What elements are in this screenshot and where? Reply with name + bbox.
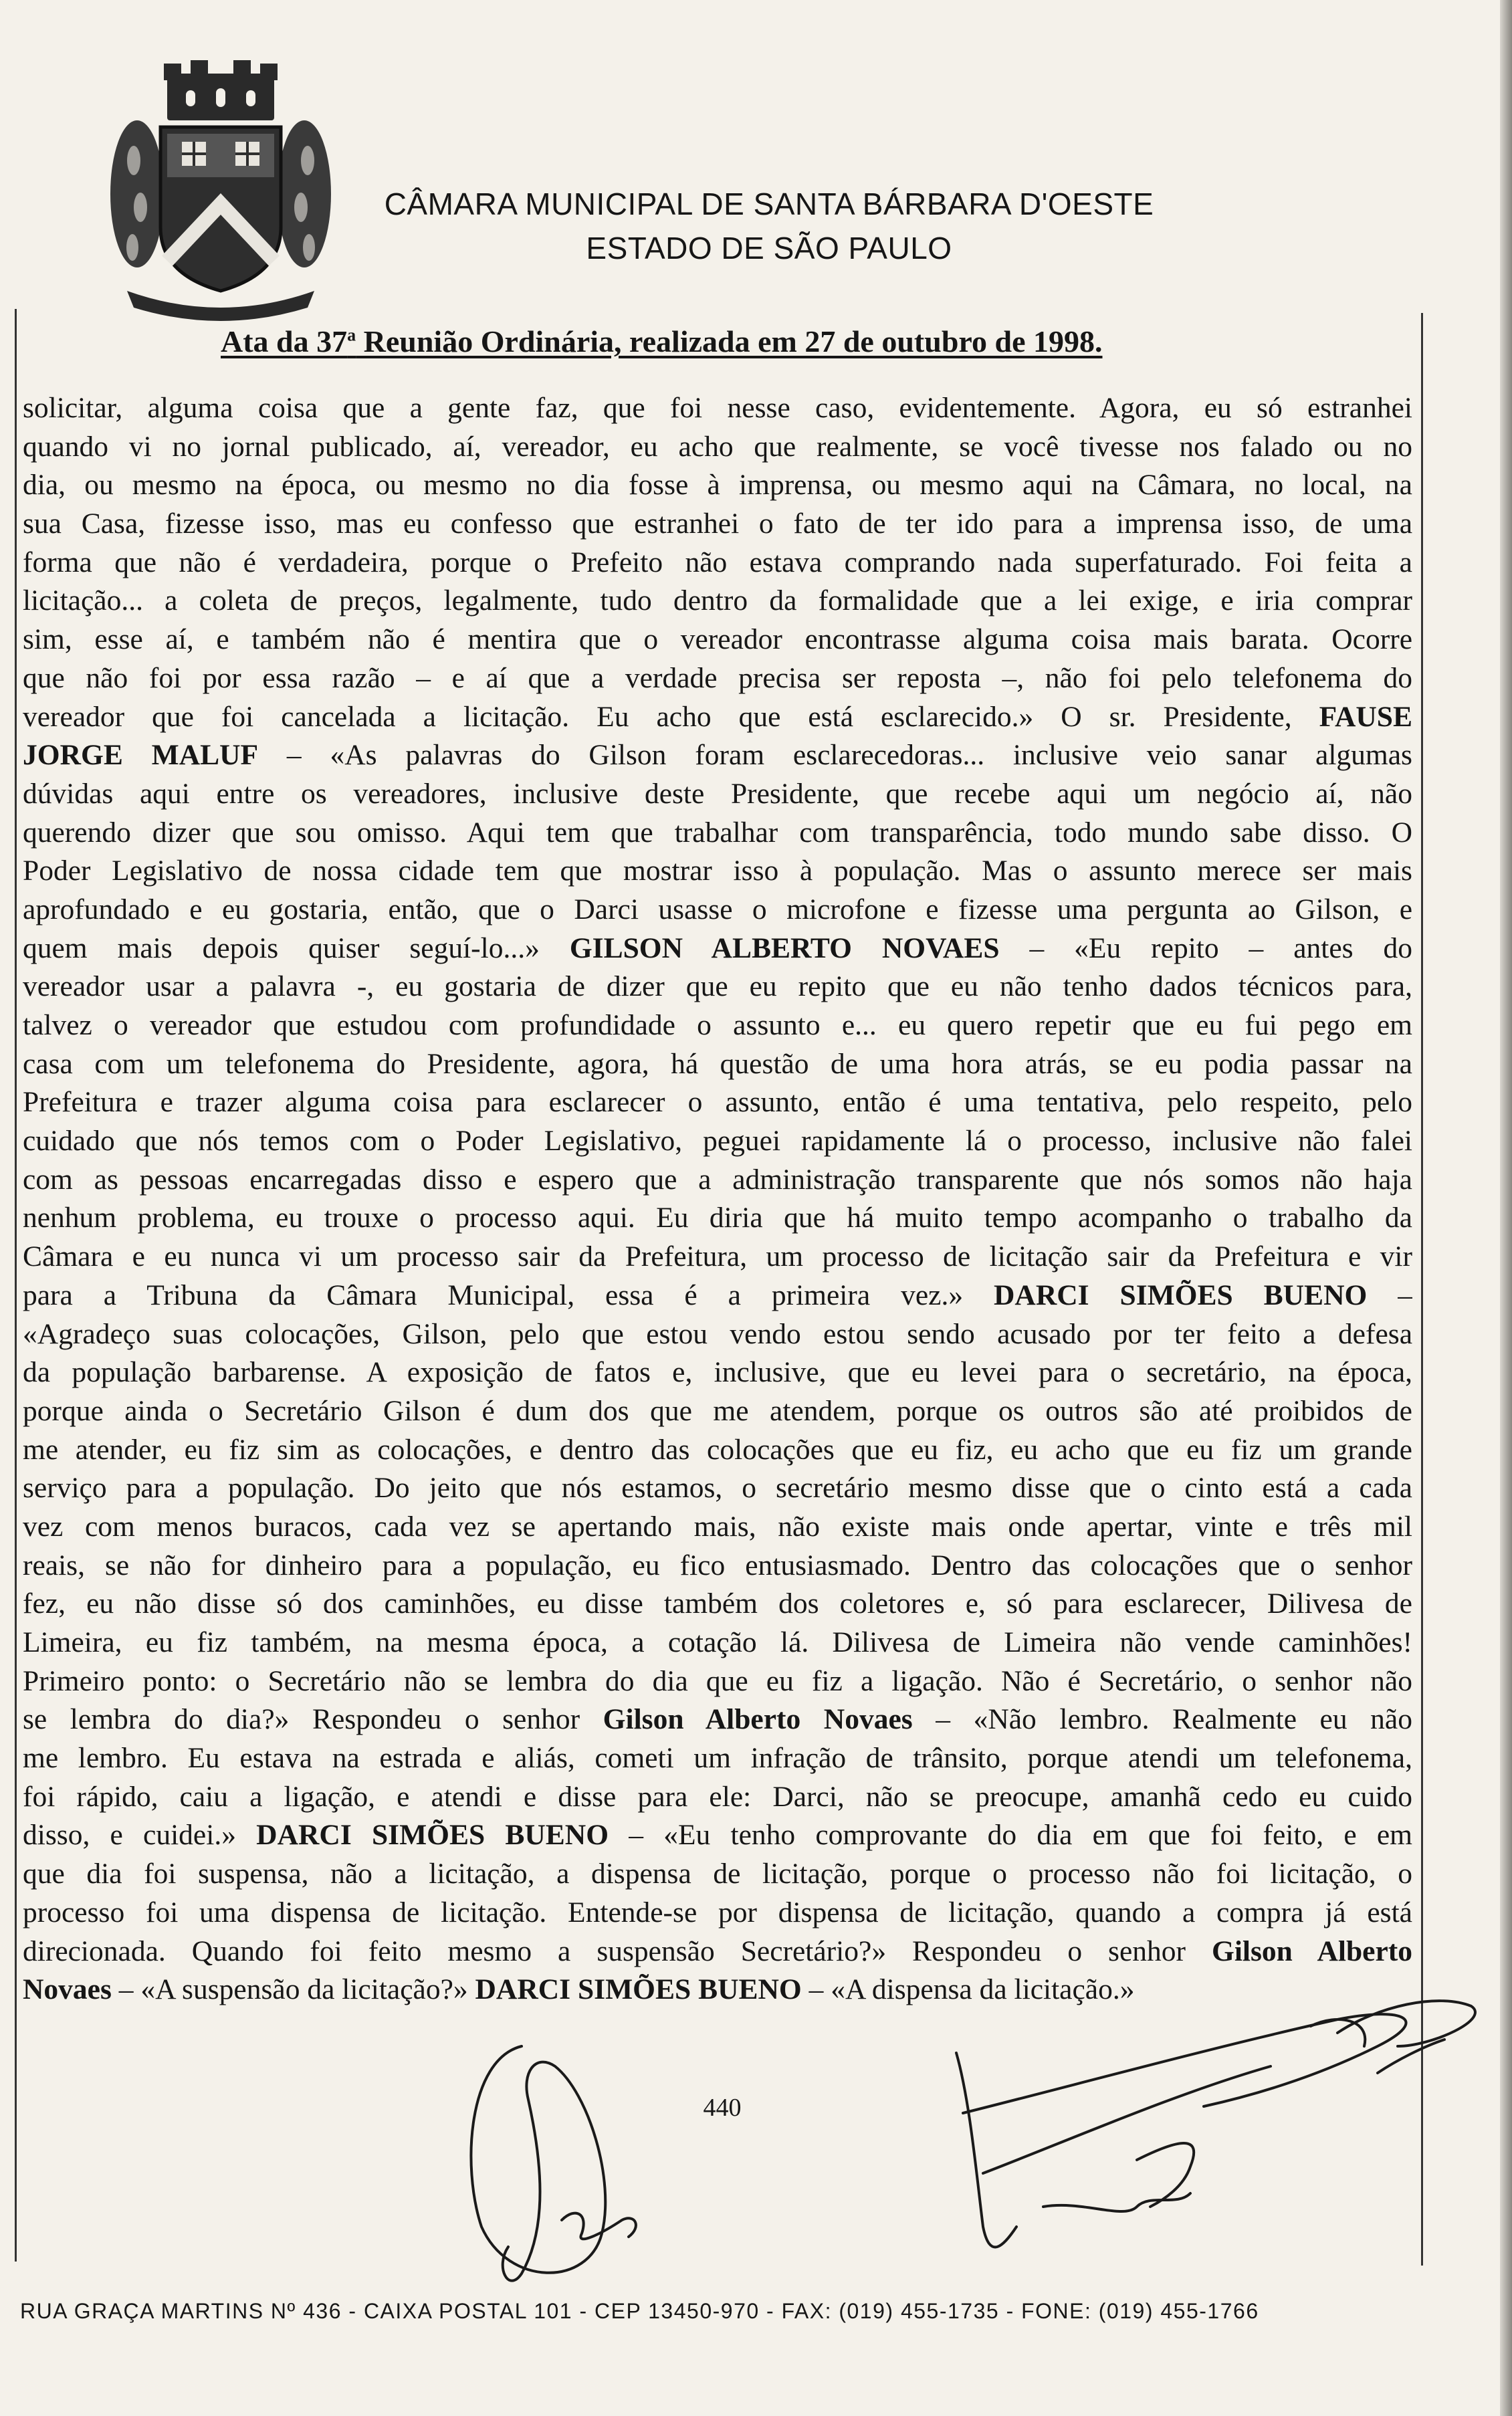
minutes-heading: [221, 324, 1291, 359]
speaker-name: DARCI SIMÕES BUENO: [256, 1819, 609, 1852]
speaker-name: FAUSE: [1319, 700, 1412, 733]
speaker-name: Novaes: [23, 1973, 112, 2006]
body-line: da população barbarense. A exposição de fatos e, inclusive, que eu levei para o secretário, na época,: [23, 1356, 1412, 1389]
body-line: Poder Legislativo de nossa cidade tem que mostrar isso à população. Mas o assunto merece ser mais: [23, 855, 1412, 887]
speaker-name: Gilson Alberto Novaes: [603, 1703, 913, 1736]
body-text-run: quem mais depois quiser seguí-lo...»: [23, 931, 570, 964]
footer-address: RUA GRAÇA MARTINS Nº 436 - CAIXA POSTAL 101 - CEP 13450-970 - FAX: (019) 455-1735 - FONE: (019) 455-1766: [20, 2299, 1259, 2323]
body-line: [23, 1277, 1412, 1315]
body-line: processo foi uma dispensa de licitação. Entende-se por dispensa de licitação, quando a compra já está: [23, 1896, 1412, 1929]
body-line: me lembro. Eu estava na estrada e aliás, cometi um infração de trânsito, porque atendi um telefonema,: [23, 1742, 1412, 1775]
body-line: porque ainda o Secretário Gilson é dum dos que me atendem, porque os outros são até proibidos de: [23, 1394, 1412, 1427]
body-line: solicitar, alguma coisa que a gente faz, que foi nesse caso, evidentemente. Agora, eu só estranhei: [23, 392, 1412, 424]
body-line: Câmara e eu nunca vi um processo sair da Prefeitura, um processo de licitação sair da Prefeitura e vir: [23, 1240, 1412, 1273]
body-line: Prefeitura e trazer alguma coisa para esclarecer o assunto, então é uma tentativa, pelo respeito, pelo: [23, 1086, 1412, 1119]
institution-name: CÂMARA MUNICIPAL DE SANTA BÁRBARA D'OESTE: [384, 187, 1154, 221]
body-line: dia, ou mesmo na época, ou mesmo no dia fosse à imprensa, ou mesmo aqui na Câmara, no local, na: [23, 469, 1412, 502]
body-line: me atender, eu fiz sim as colocações, e dentro das colocações que eu fiz, eu acho que eu fiz um grande: [23, 1433, 1412, 1466]
body-line: que dia foi suspensa, não a licitação, a dispensa de licitação, porque o processo não foi licitação, o: [23, 1858, 1412, 1890]
body-line: [23, 698, 1412, 737]
body-line: [23, 736, 1412, 775]
body-text-run: – «A suspensão da licitação?»: [111, 1973, 475, 2006]
body-line: aprofundado e eu gostaria, então, que o Darci usasse o microfone e fizesse uma pergunta ao Gilson, e: [23, 893, 1412, 925]
body-line: [23, 1816, 1412, 1855]
body-text-run: – «Eu repito – antes do: [999, 931, 1412, 964]
body-text-run: –: [1367, 1279, 1412, 1311]
speaker-name: GILSON ALBERTO NOVAES: [569, 931, 1000, 964]
body-text-run: – «As palavras do Gilson foram esclarecedoras... inclusive veio sanar algumas: [258, 739, 1412, 772]
page-number: 440: [703, 2094, 742, 2122]
body-text-run: – «Eu tenho comprovante do dia em que foi feito, e em: [609, 1819, 1412, 1852]
body-line: «Agradeço suas colocações, Gilson, pelo que estou vendo estou sendo acusado por ter feito a defesa: [23, 1317, 1412, 1350]
body-line: [23, 1933, 1412, 1971]
signature-right-icon: [956, 2014, 1406, 2247]
minutes-heading-prefix: Ata da 37: [221, 324, 348, 358]
page-frame-right: [1421, 313, 1423, 2266]
body-line: [23, 1971, 1412, 2009]
body-line: [23, 1700, 1412, 1739]
state-name: ESTADO DE SÃO PAULO: [586, 231, 952, 265]
speaker-name: DARCI SIMÕES BUENO: [475, 1973, 802, 2006]
body-line: fez, eu não disse só dos caminhões, eu disse também dos coletores e, só para esclarecer, Dilivesa de: [23, 1587, 1412, 1620]
body-line: serviço para a população. Do jeito que nós estamos, o secretário mesmo disse que o cinto está a cada: [23, 1472, 1412, 1505]
body-line: talvez o vereador que estudou com profundidade o assunto e... eu quero repetir que eu fui pego em: [23, 1009, 1412, 1041]
page-frame-left: [15, 309, 17, 2262]
body-text-run: disso, e cuidei.»: [23, 1819, 257, 1852]
body-line: [23, 929, 1412, 968]
body-line: quando vi no jornal publicado, aí, vereador, eu acho que realmente, se você tivesse nos falado ou no: [23, 430, 1412, 463]
minutes-heading-suffix: Reunião Ordinária, realizada em 27 de outubro de 1998.: [356, 324, 1103, 358]
body-line: forma que não é verdadeira, porque o Prefeito não estava comprando nada superfaturado. Foi feita a: [23, 546, 1412, 578]
body-line: que não foi por essa razão – e aí que a verdade precisa ser reposta –, não foi pelo telefonema do: [23, 661, 1412, 694]
body-line: reais, se não for dinheiro para a população, eu fico entusiasmado. Dentro das colocações que o senhor: [23, 1549, 1412, 1581]
body-text-run: para a Tribuna da Câmara Municipal, essa é a primeira vez.»: [23, 1279, 994, 1311]
minutes-heading-ordinal: a: [347, 325, 356, 345]
body-line: cuidado que nós temos com o Poder Legislativo, peguei rapidamente lá o processo, inclusive não falei: [23, 1125, 1412, 1158]
body-text-run: se lembra do dia?» Respondeu o senhor: [23, 1703, 603, 1736]
body-line: casa com um telefonema do Presidente, agora, há questão de uma hora atrás, se eu podia passar na: [23, 1047, 1412, 1080]
body-text-run: – «Não lembro. Realmente eu não: [912, 1703, 1412, 1736]
body-line: dúvidas aqui entre os vereadores, inclusive deste Presidente, que recebe aqui um negócio aí, não: [23, 777, 1412, 810]
minutes-body: [23, 389, 1412, 2009]
body-line: nenhum problema, eu trouxe o processo aqui. Eu diria que há muito tempo acompanho o trabalho da: [23, 1202, 1412, 1234]
speaker-name: DARCI SIMÕES BUENO: [994, 1279, 1368, 1311]
body-line: sua Casa, fizesse isso, mas eu confesso que estranhei o fato de ter ido para a imprensa isso, de uma: [23, 508, 1412, 540]
body-line: Primeiro ponto: o Secretário não se lembra do dia que eu fiz a ligação. Não é Secretário, o senhor não: [23, 1664, 1412, 1697]
signature-left-icon: [471, 2046, 635, 2281]
body-text-run: direcionada. Quando foi feito mesmo a suspensão Secretário?» Respondeu o senhor: [23, 1935, 1212, 1967]
coat-of-arms-icon: [100, 60, 341, 321]
body-line: Limeira, eu fiz também, na mesma época, a cotação lá. Dilivesa de Limeira não vende caminhões!: [23, 1626, 1412, 1658]
body-line: vez com menos buracos, cada vez se apertando mais, não existe mais onde apertar, vinte e três mil: [23, 1510, 1412, 1543]
body-line: licitação... a coleta de preços, legalmente, tudo dentro da formalidade que a lei exige, e iria comprar: [23, 584, 1412, 617]
body-line: vereador usar a palavra -, eu gostaria de dizer que eu repito que eu não tenho dados técnicos para,: [23, 970, 1412, 1003]
body-text-run: vereador que foi cancelada a licitação. Eu acho que está esclarecido.» O sr. Presidente,: [23, 700, 1319, 733]
speaker-name: JORGE MALUF: [23, 739, 259, 772]
speaker-name: Gilson Alberto: [1212, 1935, 1412, 1967]
body-line: com as pessoas encarregadas disso e espero que a administração transparente que nós somos não haja: [23, 1163, 1412, 1196]
body-line: foi rápido, caiu a ligação, e atendi e disse para ele: Darci, não se preocupe, amanhã cedo eu cuido: [23, 1780, 1412, 1813]
body-line: sim, esse aí, e também não é mentira que o vereador encontrasse alguma coisa mais barata. Ocorre: [23, 623, 1412, 656]
institution-header: [374, 182, 1164, 270]
scan-edge: [1500, 0, 1512, 2416]
body-line: querendo dizer que sou omisso. Aqui tem que trabalhar com transparência, todo mundo sabe disso. O: [23, 816, 1412, 849]
signature-flourish-icon: [1311, 2001, 1475, 2073]
body-text-run: – «A dispensa da licitação.»: [801, 1973, 1135, 2006]
